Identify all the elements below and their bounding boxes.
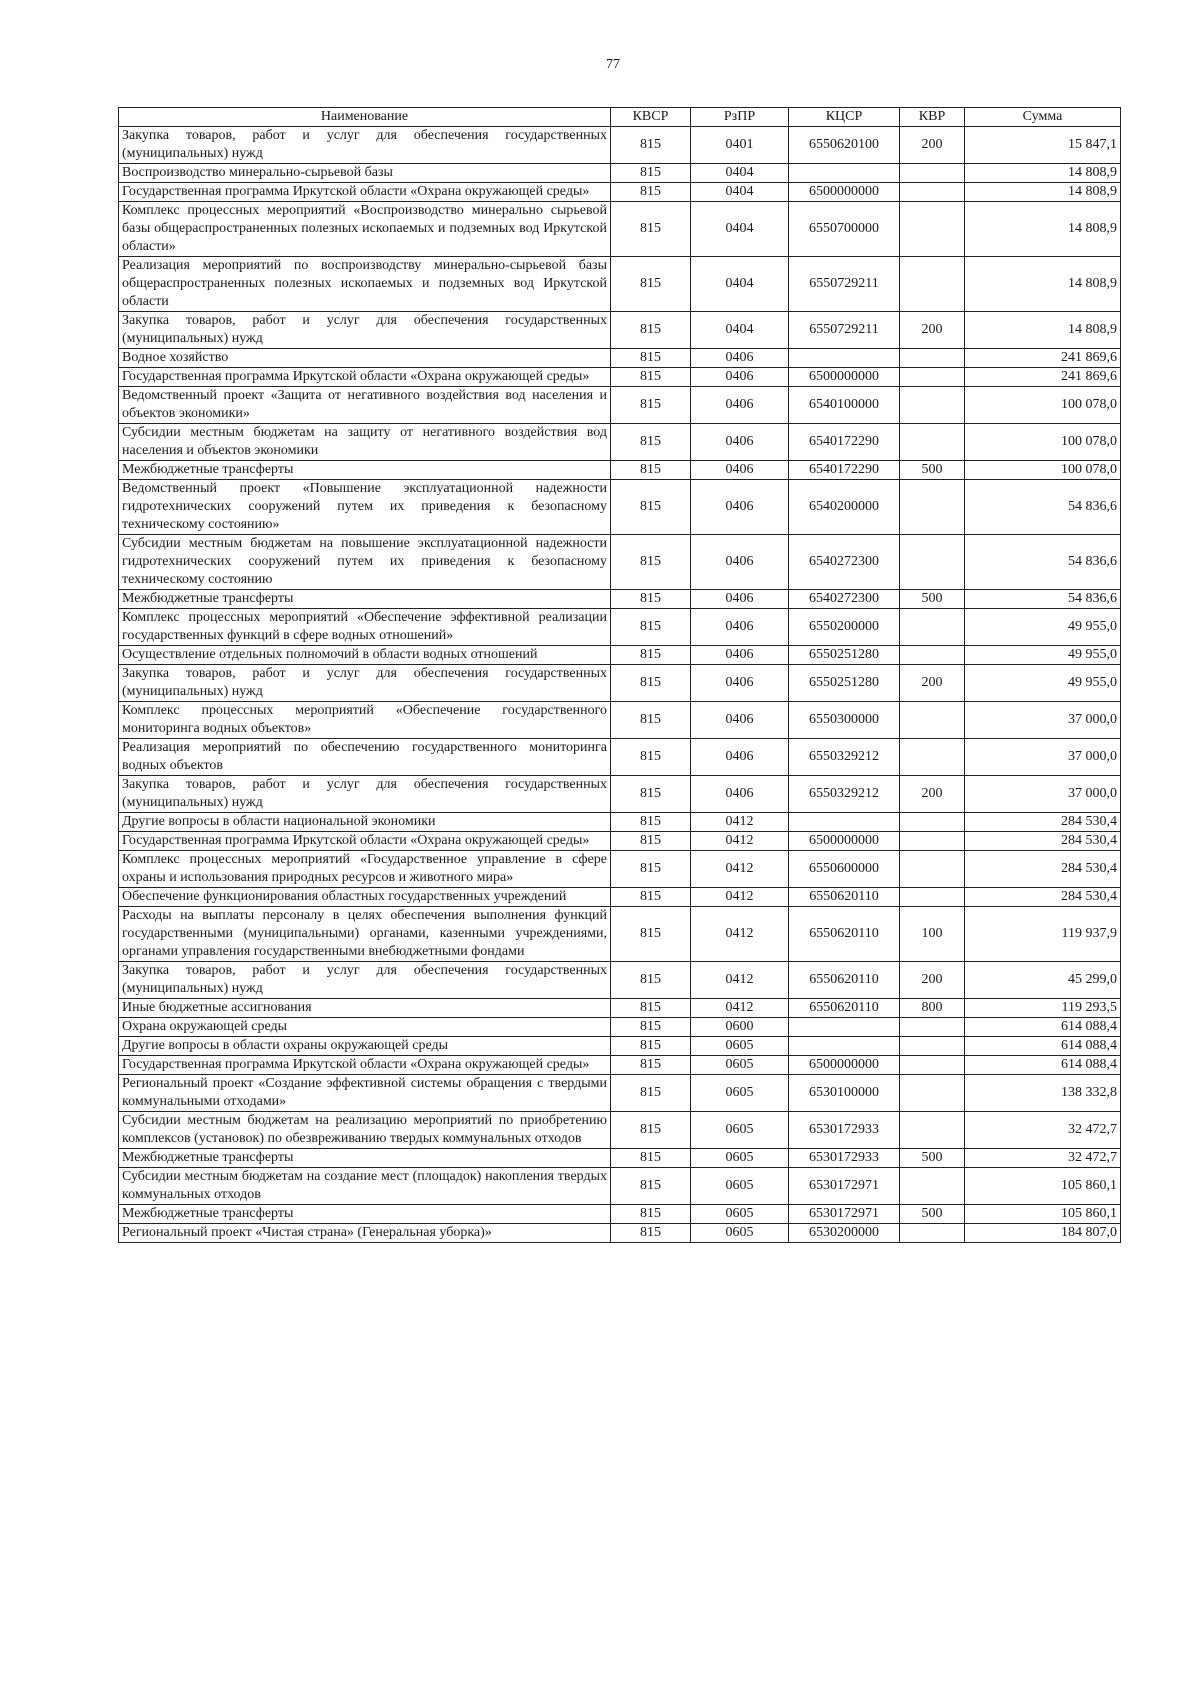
cell-name: Другие вопросы в области национальной экономики <box>119 813 611 832</box>
cell-kvsr: 815 <box>611 999 691 1018</box>
cell-name: Региональный проект «Чистая страна» (Генеральная уборка)» <box>119 1224 611 1243</box>
cell-name: Межбюджетные трансферты <box>119 1205 611 1224</box>
cell-sum: 32 472,7 <box>965 1149 1121 1168</box>
cell-kcsr: 6540172290 <box>789 424 900 461</box>
cell-kvsr: 815 <box>611 609 691 646</box>
cell-sum: 49 955,0 <box>965 646 1121 665</box>
cell-rzpr: 0406 <box>691 387 789 424</box>
cell-name: Межбюджетные трансферты <box>119 461 611 480</box>
cell-name: Реализация мероприятий по обеспечению государственного мониторинга водных объектов <box>119 739 611 776</box>
table-row <box>119 164 1121 183</box>
cell-kcsr: 6530172971 <box>789 1168 900 1205</box>
cell-kvsr: 815 <box>611 590 691 609</box>
cell-kvr: 200 <box>900 312 965 349</box>
cell-kvsr: 815 <box>611 776 691 813</box>
table-row <box>119 1168 1121 1205</box>
cell-sum: 100 078,0 <box>965 387 1121 424</box>
table-row <box>119 202 1121 257</box>
cell-name: Закупка товаров, работ и услуг для обеспечения государственных (муниципальных) нужд <box>119 127 611 164</box>
cell-rzpr: 0406 <box>691 590 789 609</box>
cell-kcsr: 6550300000 <box>789 702 900 739</box>
cell-kvr <box>900 1075 965 1112</box>
cell-sum: 241 869,6 <box>965 349 1121 368</box>
cell-rzpr: 0406 <box>691 646 789 665</box>
cell-rzpr: 0406 <box>691 480 789 535</box>
cell-kvsr: 815 <box>611 387 691 424</box>
cell-sum: 119 293,5 <box>965 999 1121 1018</box>
table-row <box>119 312 1121 349</box>
cell-kvr <box>900 349 965 368</box>
cell-kvr <box>900 387 965 424</box>
cell-kcsr: 6550620110 <box>789 907 900 962</box>
table-row <box>119 127 1121 164</box>
cell-kvsr: 815 <box>611 202 691 257</box>
cell-kcsr: 6550729211 <box>789 257 900 312</box>
table-row <box>119 646 1121 665</box>
cell-sum: 37 000,0 <box>965 739 1121 776</box>
cell-kvsr: 815 <box>611 127 691 164</box>
table-body <box>119 127 1121 1243</box>
cell-kvsr: 815 <box>611 1056 691 1075</box>
cell-rzpr: 0605 <box>691 1056 789 1075</box>
cell-name: Охрана окружающей среды <box>119 1018 611 1037</box>
header-name: Наименование <box>119 108 611 127</box>
cell-sum: 614 088,4 <box>965 1018 1121 1037</box>
table-row <box>119 461 1121 480</box>
table-row <box>119 368 1121 387</box>
cell-sum: 284 530,4 <box>965 813 1121 832</box>
cell-kvsr: 815 <box>611 1075 691 1112</box>
cell-kcsr <box>789 1037 900 1056</box>
cell-kcsr: 6550600000 <box>789 851 900 888</box>
cell-sum: 49 955,0 <box>965 665 1121 702</box>
cell-name: Государственная программа Иркутской области «Охрана окружающей среды» <box>119 368 611 387</box>
cell-kcsr: 6540172290 <box>789 461 900 480</box>
cell-name: Субсидии местным бюджетам на защиту от негативного воздействия вод населения и объектов экономики <box>119 424 611 461</box>
cell-kvsr: 815 <box>611 1018 691 1037</box>
table-row <box>119 387 1121 424</box>
cell-kvsr: 815 <box>611 480 691 535</box>
cell-kcsr: 6540272300 <box>789 590 900 609</box>
cell-kvr <box>900 702 965 739</box>
cell-kvr: 500 <box>900 1205 965 1224</box>
cell-rzpr: 0406 <box>691 424 789 461</box>
table-row <box>119 1224 1121 1243</box>
cell-sum: 100 078,0 <box>965 461 1121 480</box>
cell-kcsr: 6530172971 <box>789 1205 900 1224</box>
cell-kvr <box>900 888 965 907</box>
table-row <box>119 1018 1121 1037</box>
table-row <box>119 1075 1121 1112</box>
cell-rzpr: 0406 <box>691 609 789 646</box>
cell-kvr <box>900 832 965 851</box>
table-row <box>119 813 1121 832</box>
table-row <box>119 1056 1121 1075</box>
cell-kcsr: 6550251280 <box>789 665 900 702</box>
cell-kvr <box>900 813 965 832</box>
cell-kcsr <box>789 813 900 832</box>
cell-kcsr: 6530200000 <box>789 1224 900 1243</box>
cell-kcsr: 6530172933 <box>789 1149 900 1168</box>
cell-kvsr: 815 <box>611 739 691 776</box>
cell-rzpr: 0406 <box>691 702 789 739</box>
cell-name: Закупка товаров, работ и услуг для обеспечения государственных (муниципальных) нужд <box>119 312 611 349</box>
table-row <box>119 480 1121 535</box>
cell-kvr <box>900 183 965 202</box>
cell-name: Другие вопросы в области охраны окружающей среды <box>119 1037 611 1056</box>
cell-kcsr: 6550329212 <box>789 776 900 813</box>
cell-kvsr: 815 <box>611 257 691 312</box>
budget-table <box>118 107 1121 1243</box>
cell-kvr <box>900 480 965 535</box>
cell-kvr <box>900 1056 965 1075</box>
cell-kvr <box>900 1018 965 1037</box>
cell-kcsr: 6540272300 <box>789 535 900 590</box>
cell-rzpr: 0406 <box>691 739 789 776</box>
cell-kvr <box>900 1037 965 1056</box>
cell-kvr: 500 <box>900 590 965 609</box>
cell-sum: 241 869,6 <box>965 368 1121 387</box>
cell-kvr: 200 <box>900 962 965 999</box>
cell-rzpr: 0406 <box>691 461 789 480</box>
cell-kvsr: 815 <box>611 888 691 907</box>
cell-kvr <box>900 851 965 888</box>
table-row <box>119 1112 1121 1149</box>
cell-sum: 37 000,0 <box>965 702 1121 739</box>
cell-name: Государственная программа Иркутской области «Охрана окружающей среды» <box>119 832 611 851</box>
cell-sum: 14 808,9 <box>965 183 1121 202</box>
cell-kvr <box>900 609 965 646</box>
header-sum: Сумма <box>965 108 1121 127</box>
cell-kvsr: 815 <box>611 851 691 888</box>
cell-kvsr: 815 <box>611 813 691 832</box>
cell-name: Комплекс процессных мероприятий «Обеспечение государственного мониторинга водных объектов» <box>119 702 611 739</box>
cell-kvr: 800 <box>900 999 965 1018</box>
cell-kvsr: 815 <box>611 1149 691 1168</box>
table-row <box>119 183 1121 202</box>
cell-name: Государственная программа Иркутской области «Охрана окружающей среды» <box>119 1056 611 1075</box>
cell-rzpr: 0605 <box>691 1205 789 1224</box>
table-row <box>119 888 1121 907</box>
cell-kvsr: 815 <box>611 349 691 368</box>
header-row <box>119 108 1121 127</box>
cell-kcsr: 6550329212 <box>789 739 900 776</box>
table-row <box>119 349 1121 368</box>
cell-kcsr: 6550729211 <box>789 312 900 349</box>
cell-kvr <box>900 257 965 312</box>
cell-rzpr: 0412 <box>691 907 789 962</box>
cell-rzpr: 0404 <box>691 164 789 183</box>
table-row <box>119 1037 1121 1056</box>
cell-kvsr: 815 <box>611 312 691 349</box>
cell-rzpr: 0404 <box>691 312 789 349</box>
cell-rzpr: 0605 <box>691 1075 789 1112</box>
cell-kvr: 200 <box>900 127 965 164</box>
cell-rzpr: 0605 <box>691 1224 789 1243</box>
cell-kvsr: 815 <box>611 1224 691 1243</box>
cell-kvr <box>900 739 965 776</box>
cell-kcsr: 6540200000 <box>789 480 900 535</box>
cell-name: Закупка товаров, работ и услуг для обеспечения государственных (муниципальных) нужд <box>119 962 611 999</box>
cell-kvr: 200 <box>900 665 965 702</box>
cell-kvsr: 815 <box>611 164 691 183</box>
cell-kcsr: 6550620110 <box>789 888 900 907</box>
cell-rzpr: 0412 <box>691 999 789 1018</box>
header-kvr: КВР <box>900 108 965 127</box>
cell-name: Закупка товаров, работ и услуг для обеспечения государственных (муниципальных) нужд <box>119 665 611 702</box>
cell-rzpr: 0412 <box>691 962 789 999</box>
cell-sum: 184 807,0 <box>965 1224 1121 1243</box>
cell-sum: 105 860,1 <box>965 1205 1121 1224</box>
table-row <box>119 1149 1121 1168</box>
cell-kvr <box>900 535 965 590</box>
table-row <box>119 665 1121 702</box>
table-row <box>119 609 1121 646</box>
cell-kvr <box>900 646 965 665</box>
cell-kcsr: 6550620110 <box>789 999 900 1018</box>
cell-kvr <box>900 202 965 257</box>
cell-rzpr: 0605 <box>691 1168 789 1205</box>
cell-name: Межбюджетные трансферты <box>119 590 611 609</box>
cell-name: Воспроизводство минерально-сырьевой базы <box>119 164 611 183</box>
cell-sum: 119 937,9 <box>965 907 1121 962</box>
cell-sum: 54 836,6 <box>965 535 1121 590</box>
cell-kvr: 200 <box>900 776 965 813</box>
table-row <box>119 907 1121 962</box>
cell-kcsr: 6550620110 <box>789 962 900 999</box>
cell-name: Субсидии местным бюджетам на реализацию мероприятий по приобретению комплексов (установок) по обезвреживанию твердых коммунальных отходов <box>119 1112 611 1149</box>
cell-name: Обеспечение функционирования областных государственных учреждений <box>119 888 611 907</box>
cell-kcsr: 6530100000 <box>789 1075 900 1112</box>
cell-kvr <box>900 1168 965 1205</box>
cell-name: Субсидии местным бюджетам на повышение эксплуатационной надежности гидротехнических сооружений путем их приведения к безопасному техническому состоянию <box>119 535 611 590</box>
cell-sum: 614 088,4 <box>965 1056 1121 1075</box>
header-kvsr: КВСР <box>611 108 691 127</box>
cell-sum: 14 808,9 <box>965 164 1121 183</box>
cell-rzpr: 0605 <box>691 1037 789 1056</box>
cell-rzpr: 0406 <box>691 776 789 813</box>
cell-kvsr: 815 <box>611 368 691 387</box>
cell-name: Реализация мероприятий по воспроизводству минерально-сырьевой базы общераспространенных полезных ископаемых и подземных вод Иркутской области <box>119 257 611 312</box>
page-number: 77 <box>606 57 620 72</box>
cell-kcsr: 6500000000 <box>789 183 900 202</box>
header-kcsr: КЦСР <box>789 108 900 127</box>
cell-name: Субсидии местным бюджетам на создание мест (площадок) накопления твердых коммунальных отходов <box>119 1168 611 1205</box>
cell-sum: 105 860,1 <box>965 1168 1121 1205</box>
cell-kcsr: 6500000000 <box>789 368 900 387</box>
cell-kcsr: 6540100000 <box>789 387 900 424</box>
table-row <box>119 257 1121 312</box>
cell-name: Региональный проект «Создание эффективной системы обращения с твердыми коммунальными отходами» <box>119 1075 611 1112</box>
cell-sum: 37 000,0 <box>965 776 1121 813</box>
cell-kcsr: 6500000000 <box>789 1056 900 1075</box>
cell-sum: 54 836,6 <box>965 590 1121 609</box>
cell-kvsr: 815 <box>611 907 691 962</box>
cell-sum: 284 530,4 <box>965 888 1121 907</box>
cell-kvsr: 815 <box>611 1112 691 1149</box>
cell-sum: 15 847,1 <box>965 127 1121 164</box>
cell-kvr <box>900 164 965 183</box>
table-row <box>119 702 1121 739</box>
table-row <box>119 739 1121 776</box>
cell-sum: 49 955,0 <box>965 609 1121 646</box>
cell-rzpr: 0412 <box>691 888 789 907</box>
cell-name: Комплекс процессных мероприятий «Воспроизводство минерально сырьевой базы общераспространенных полезных ископаемых и подземных вод Иркутской области» <box>119 202 611 257</box>
cell-rzpr: 0406 <box>691 535 789 590</box>
cell-rzpr: 0406 <box>691 349 789 368</box>
cell-sum: 45 299,0 <box>965 962 1121 999</box>
cell-kvsr: 815 <box>611 665 691 702</box>
cell-rzpr: 0412 <box>691 813 789 832</box>
table-row <box>119 999 1121 1018</box>
cell-kvr: 500 <box>900 461 965 480</box>
cell-kvr: 100 <box>900 907 965 962</box>
cell-name: Водное хозяйство <box>119 349 611 368</box>
cell-sum: 284 530,4 <box>965 851 1121 888</box>
cell-kcsr: 6500000000 <box>789 832 900 851</box>
cell-rzpr: 0605 <box>691 1112 789 1149</box>
cell-kvsr: 815 <box>611 424 691 461</box>
cell-kvsr: 815 <box>611 1037 691 1056</box>
cell-name: Закупка товаров, работ и услуг для обеспечения государственных (муниципальных) нужд <box>119 776 611 813</box>
cell-kvsr: 815 <box>611 962 691 999</box>
cell-rzpr: 0404 <box>691 202 789 257</box>
cell-rzpr: 0401 <box>691 127 789 164</box>
cell-sum: 14 808,9 <box>965 312 1121 349</box>
cell-kvr <box>900 424 965 461</box>
cell-name: Государственная программа Иркутской области «Охрана окружающей среды» <box>119 183 611 202</box>
cell-kvsr: 815 <box>611 535 691 590</box>
cell-kvsr: 815 <box>611 461 691 480</box>
cell-kcsr <box>789 349 900 368</box>
cell-kvr: 500 <box>900 1149 965 1168</box>
cell-name: Межбюджетные трансферты <box>119 1149 611 1168</box>
table-row <box>119 590 1121 609</box>
cell-sum: 14 808,9 <box>965 257 1121 312</box>
cell-rzpr: 0605 <box>691 1149 789 1168</box>
cell-kcsr <box>789 164 900 183</box>
table-row <box>119 535 1121 590</box>
cell-rzpr: 0412 <box>691 851 789 888</box>
cell-kvr <box>900 1112 965 1149</box>
cell-sum: 284 530,4 <box>965 832 1121 851</box>
cell-sum: 32 472,7 <box>965 1112 1121 1149</box>
cell-rzpr: 0406 <box>691 665 789 702</box>
cell-name: Комплекс процессных мероприятий «Государственное управление в сфере охраны и использования природных ресурсов и животного мира» <box>119 851 611 888</box>
cell-sum: 138 332,8 <box>965 1075 1121 1112</box>
cell-rzpr: 0404 <box>691 257 789 312</box>
cell-kcsr: 6550620100 <box>789 127 900 164</box>
cell-kcsr: 6550251280 <box>789 646 900 665</box>
table-row <box>119 1205 1121 1224</box>
cell-kcsr <box>789 1018 900 1037</box>
cell-kcsr: 6550700000 <box>789 202 900 257</box>
cell-name: Расходы на выплаты персоналу в целях обеспечения выполнения функций государственными (муниципальными) органами, казенными учреждениями, органами управления государственными внебюджетными фондами <box>119 907 611 962</box>
cell-kvsr: 815 <box>611 1168 691 1205</box>
cell-rzpr: 0600 <box>691 1018 789 1037</box>
cell-name: Иные бюджетные ассигнования <box>119 999 611 1018</box>
header-rzpr: РзПР <box>691 108 789 127</box>
cell-name: Ведомственный проект «Защита от негативного воздействия вод населения и объектов экономики» <box>119 387 611 424</box>
cell-kvr <box>900 1224 965 1243</box>
cell-sum: 14 808,9 <box>965 202 1121 257</box>
table-row <box>119 776 1121 813</box>
table-row <box>119 851 1121 888</box>
cell-name: Осуществление отдельных полномочий в области водных отношений <box>119 646 611 665</box>
table-row <box>119 962 1121 999</box>
cell-name: Ведомственный проект «Повышение эксплуатационной надежности гидротехнических сооружений путем их приведения к безопасному техническому состоянию» <box>119 480 611 535</box>
cell-rzpr: 0412 <box>691 832 789 851</box>
cell-rzpr: 0406 <box>691 368 789 387</box>
table-header <box>119 108 1121 127</box>
table-row <box>119 832 1121 851</box>
cell-kvsr: 815 <box>611 183 691 202</box>
cell-name: Комплекс процессных мероприятий «Обеспечение эффективной реализации государственных функций в сфере водных отношений» <box>119 609 611 646</box>
cell-rzpr: 0404 <box>691 183 789 202</box>
cell-kvsr: 815 <box>611 646 691 665</box>
cell-kvsr: 815 <box>611 1205 691 1224</box>
table-row <box>119 424 1121 461</box>
cell-kvsr: 815 <box>611 702 691 739</box>
cell-kcsr: 6550200000 <box>789 609 900 646</box>
cell-sum: 54 836,6 <box>965 480 1121 535</box>
cell-kvsr: 815 <box>611 832 691 851</box>
cell-kvr <box>900 368 965 387</box>
cell-sum: 100 078,0 <box>965 424 1121 461</box>
cell-sum: 614 088,4 <box>965 1037 1121 1056</box>
cell-kcsr: 6530172933 <box>789 1112 900 1149</box>
